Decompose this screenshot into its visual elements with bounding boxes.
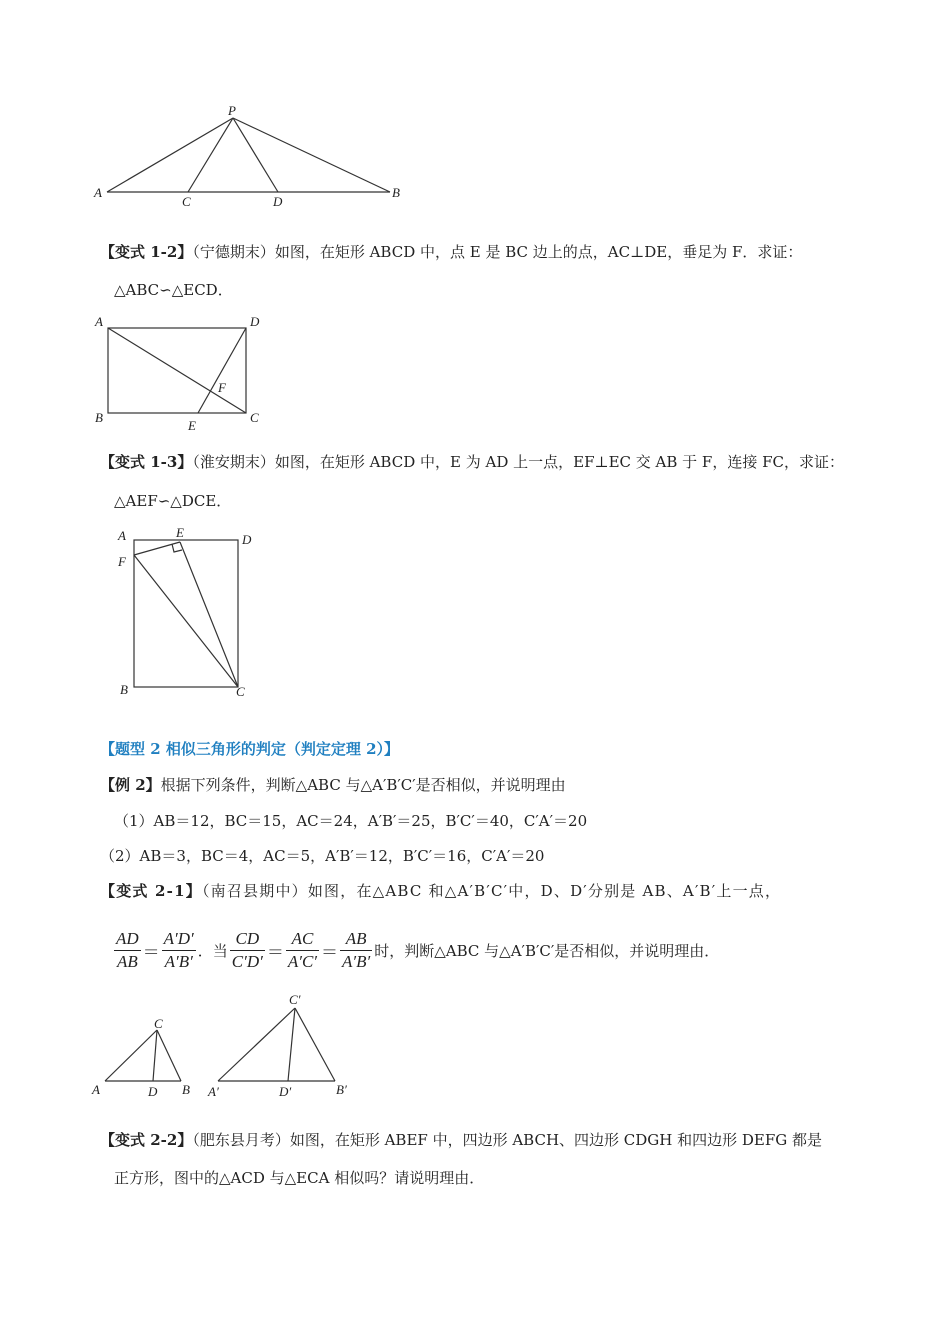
label-e: E [188, 418, 196, 433]
label-b: B [95, 410, 103, 425]
formula-tail: 时，判断△ABC 与△A′B′C′是否相似，并说明理由． [374, 942, 720, 960]
figure-triangle-pab [90, 100, 410, 215]
label-a: A [92, 1082, 100, 1097]
label-d: D [148, 1084, 158, 1099]
fraction-ac-a2c2: $\frac{AC}{A'C'}$ [287, 929, 318, 971]
variant-1-3-tag: 【变式 1-3】 [100, 453, 193, 471]
variant-1-3-text: （淮安期末）如图，在矩形 ABCD 中，E 为 AD 上一点，EF⊥EC 交 AB 于 F，连接 FC，求证： [192, 453, 844, 471]
label-a: A [118, 528, 126, 543]
topic-2-heading: 【题型 2 相似三角形的判定（判定定理 2）】 [100, 740, 400, 758]
label-f: F [218, 380, 226, 395]
variant-2-2-statement [100, 1130, 822, 1150]
variant-1-2-text: （宁德期末）如图，在矩形 ABCD 中，点 E 是 BC 边上的点，AC⊥DE，垂足为 F．求证： [192, 243, 803, 261]
label-d: D [242, 532, 252, 547]
example-2-item-1: （1）AB＝12，BC＝15，AC＝24，A′B′＝25，B′C′＝40，C′A′＝20 [114, 812, 588, 830]
figure-rectangle-1-3 [110, 520, 270, 700]
variant-2-1-text: （南召县期中）如图，在△ABC 和△A′B′C′中，D、D′分别是 AB、A′B′上一点， [201, 882, 782, 900]
label-c-prime: C′ [289, 992, 301, 1007]
label-f: F [118, 554, 126, 569]
variant-1-2-tag: 【变式 1-2】 [100, 243, 193, 261]
example-2-tag: 【例 2】 [100, 776, 161, 794]
label-c: C [154, 1016, 163, 1031]
fraction-a2d2-a2b2: $\frac{A'D'}{A'B'}$ [163, 929, 194, 971]
label-d: D [250, 314, 260, 329]
label-b: B [392, 185, 400, 200]
label-e: E [176, 525, 184, 540]
example-2-item-2: （2）AB＝3，BC＝4，AC＝5，A′B′＝12，B′C′＝16，C′A′＝20 [100, 847, 545, 865]
fraction-cd-c2d2: $\frac{CD}{C'D'}$ [231, 929, 263, 971]
variant-1-3-conclusion: △AEF∽△DCE． [114, 492, 232, 510]
fraction-ad-ab: $\frac{AD}{AB}$ [116, 929, 139, 971]
variant-2-1-tag: 【变式 2-1】 [100, 882, 202, 900]
label-b-prime: B′ [336, 1082, 347, 1097]
label-b: B [120, 682, 128, 697]
label-a: A [94, 185, 102, 200]
variant-2-2-text-continued: 正方形，图中的△ACD 与△ECA 相似吗？请说明理由． [114, 1169, 485, 1187]
equals-sign: ＝ [266, 943, 284, 963]
label-c: C [236, 684, 245, 699]
label-d-prime: D′ [279, 1084, 292, 1099]
label-b: B [182, 1082, 190, 1097]
equals-sign: ＝ [321, 943, 339, 963]
variant-1-2-statement [100, 242, 802, 262]
label-c: C [182, 194, 191, 209]
example-2-statement [100, 775, 566, 795]
label-a: A [95, 314, 103, 329]
label-a-prime: A′ [208, 1084, 219, 1099]
variant-2-1-statement [100, 881, 781, 901]
variant-1-2-conclusion: △ABC∽△ECD． [114, 281, 233, 299]
figure-rectangle-1-2 [90, 310, 270, 435]
variant-2-2-tag: 【变式 2-2】 [100, 1131, 193, 1149]
label-p: P [228, 103, 236, 118]
example-2-text: 根据下列条件，判断△ABC 与△A′B′C′是否相似，并说明理由 [160, 776, 566, 794]
variant-2-1-formula [112, 928, 719, 982]
figure-triangles-2-1 [85, 990, 365, 1105]
variant-1-3-statement [100, 452, 844, 472]
formula-connector: ．当 [197, 942, 228, 960]
label-d: D [273, 194, 283, 209]
equals-sign: ＝ [142, 943, 160, 963]
label-c: C [250, 410, 259, 425]
fraction-ab-a2b2: $\frac{AB}{A'B'}$ [342, 929, 371, 971]
variant-2-2-text: （肥东县月考）如图，在矩形 ABEF 中，四边形 ABCH、四边形 CDGH 和四边形 DEFG 都是 [192, 1131, 823, 1149]
